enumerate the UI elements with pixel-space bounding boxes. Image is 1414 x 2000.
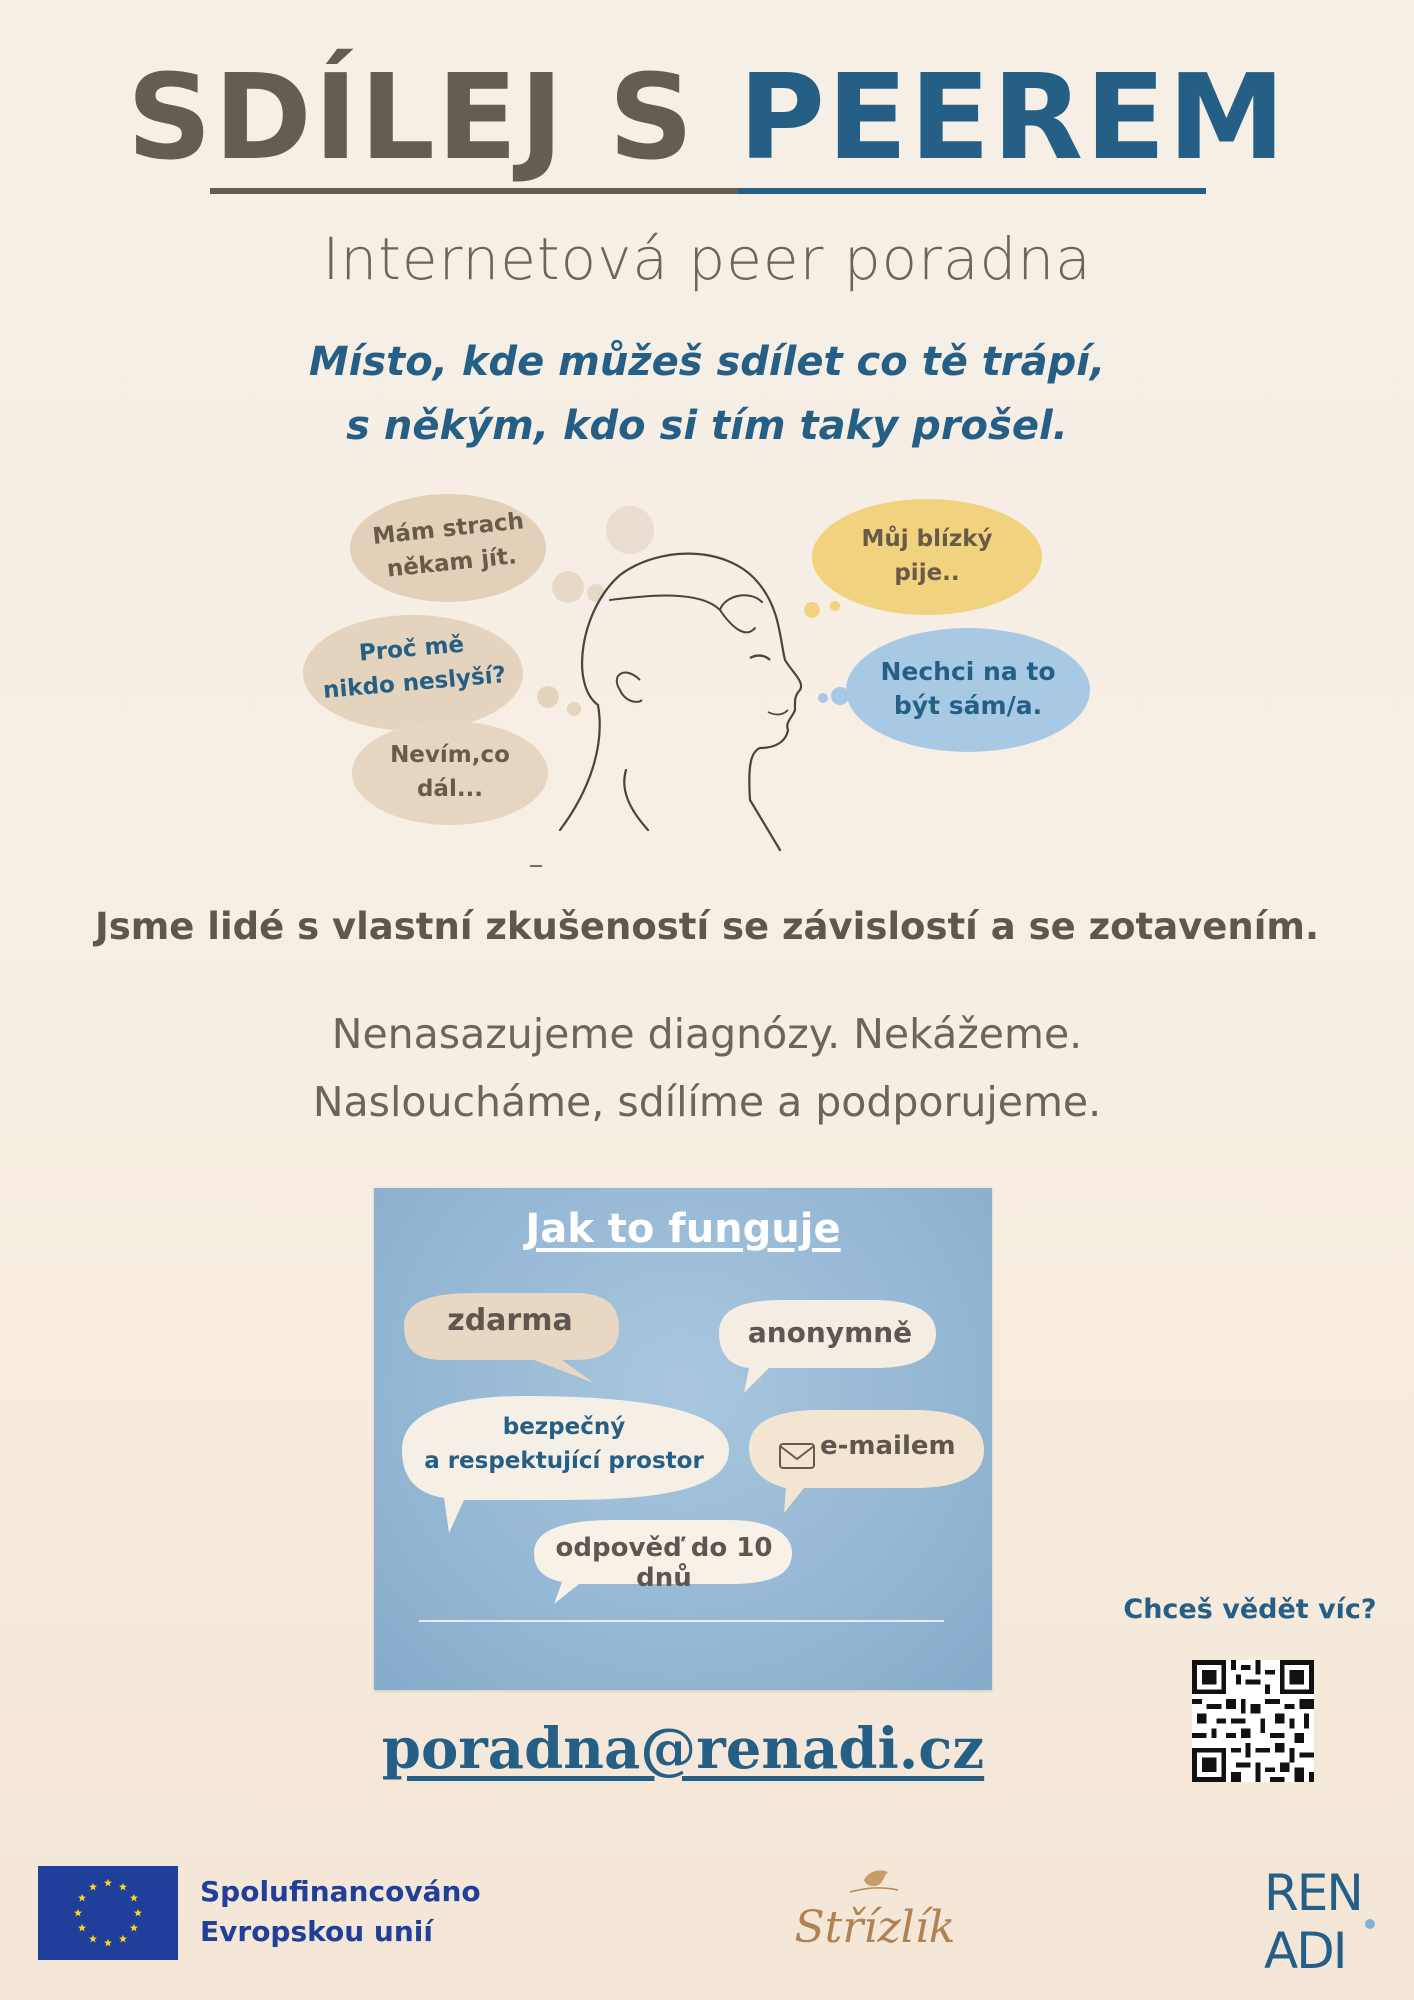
trail-dot	[587, 584, 605, 602]
trail-dot	[537, 686, 559, 708]
email-bubble-shape	[749, 1410, 984, 1513]
renadi-logo	[1258, 1858, 1388, 1978]
mouth-line	[768, 710, 788, 714]
more-info-label: Chceš vědět víc?	[1123, 1594, 1377, 1625]
eye-line	[750, 656, 770, 660]
svg-text:REN: REN	[1264, 1864, 1362, 1922]
how-it-works-title: Jak to funguje	[525, 1206, 841, 1252]
anonymous-label: anonymně	[747, 1316, 913, 1349]
experience-statement: Jsme lidé s vlastní zkušeností se závislostí a se zotavením.	[94, 905, 1320, 948]
svg-text:Střízlík: Střízlík	[794, 1902, 956, 1953]
bubble-unsure-line-1: Nevím,co	[390, 742, 510, 768]
bubble-alone	[858, 655, 1078, 723]
bubble-close-one-line-2: pije..	[894, 560, 960, 586]
renadi-logo-graphic	[1258, 1858, 1388, 1978]
subtitle: Internetová peer poradna	[322, 225, 1092, 293]
bubble-close-one-line-1: Můj blízký	[861, 526, 993, 552]
strizlik-logo-graphic	[780, 1850, 970, 1970]
bubble-unheard-line-2: nikdo neslyší?	[322, 661, 507, 704]
eu-funding-text	[200, 1872, 481, 1952]
bubble-fear-line-2: někam jít.	[385, 543, 518, 583]
eu-star	[130, 1924, 138, 1932]
trail-dot	[567, 702, 581, 716]
thought-bubbles-illustration	[280, 490, 1140, 870]
bubble-unheard-line-1: Proč mě	[357, 631, 466, 667]
hair-line	[610, 595, 762, 632]
reply-time-label: odpověď do 10 dnů	[555, 1533, 773, 1593]
tagline	[0, 330, 1414, 458]
page-title	[0, 48, 1414, 186]
eu-funding-line-1: Spolufinancováno	[200, 1875, 481, 1908]
branch-line	[850, 1888, 898, 1892]
values-text	[0, 1000, 1414, 1136]
how-it-works-panel	[374, 1188, 992, 1690]
bubble-alone-line-2: být sám/a.	[893, 691, 1043, 720]
safe-space-line-1: bezpečný	[502, 1414, 626, 1440]
panel-divider	[419, 1620, 944, 1622]
eu-star	[104, 1939, 112, 1947]
eu-star	[78, 1924, 86, 1932]
eu-flag	[38, 1866, 178, 1960]
strizlik-logo	[780, 1850, 970, 1970]
eu-star	[130, 1894, 138, 1902]
trail-dot	[830, 601, 840, 611]
free-label: zdarma	[447, 1303, 573, 1338]
trail-dot	[606, 506, 654, 554]
values-line-1: Nenasazujeme diagnózy. Nekážeme.	[331, 1010, 1083, 1058]
trail-dot	[552, 571, 584, 603]
safe-space-label	[404, 1410, 724, 1478]
title-part-2: PEEREM	[738, 48, 1288, 186]
values-line-2: Nasloucháme, sdílíme a podporujeme.	[312, 1078, 1102, 1126]
title-underline-blue	[738, 188, 1206, 194]
safe-space-line-2: a respektující prostor	[424, 1448, 704, 1474]
eu-star	[89, 1935, 97, 1943]
bubble-unsure	[360, 738, 540, 806]
bird-shape	[864, 1870, 888, 1886]
eu-stars	[38, 1866, 178, 1960]
svg-text:ADI: ADI	[1264, 1922, 1346, 1978]
bubble-fear-line-1: Mám strach	[371, 508, 526, 550]
eu-star	[78, 1894, 86, 1902]
qr-code[interactable]	[1192, 1660, 1314, 1782]
eu-star	[119, 1883, 127, 1891]
email-method-label: e-mailem	[820, 1431, 956, 1461]
eu-star	[89, 1883, 97, 1891]
eu-funding-line-2: Evropskou unií	[200, 1915, 433, 1948]
eu-star	[119, 1935, 127, 1943]
eu-star	[134, 1909, 142, 1917]
eu-star	[104, 1879, 112, 1887]
ear-line	[617, 673, 642, 702]
trail-dot	[831, 687, 849, 705]
tagline-line-2: s někým, kdo si tím taky prošel.	[346, 403, 1068, 449]
trail-dot	[804, 602, 820, 618]
contact-email-link[interactable]: poradna@renadi.cz	[381, 1716, 985, 1782]
tagline-line-1: Místo, kde můžeš sdílet co tě trápí,	[308, 339, 1106, 385]
qr-code-graphic	[1192, 1660, 1314, 1782]
bubble-alone-line-1: Nechci na to	[880, 657, 1056, 686]
bubble-unsure-line-2: dál...	[416, 776, 484, 802]
trail-dot	[818, 693, 828, 703]
eu-star	[74, 1909, 82, 1917]
title-part-1: SDÍLEJ S	[126, 48, 739, 186]
title-underline-brown	[210, 188, 738, 194]
bubble-close-one	[837, 522, 1017, 590]
